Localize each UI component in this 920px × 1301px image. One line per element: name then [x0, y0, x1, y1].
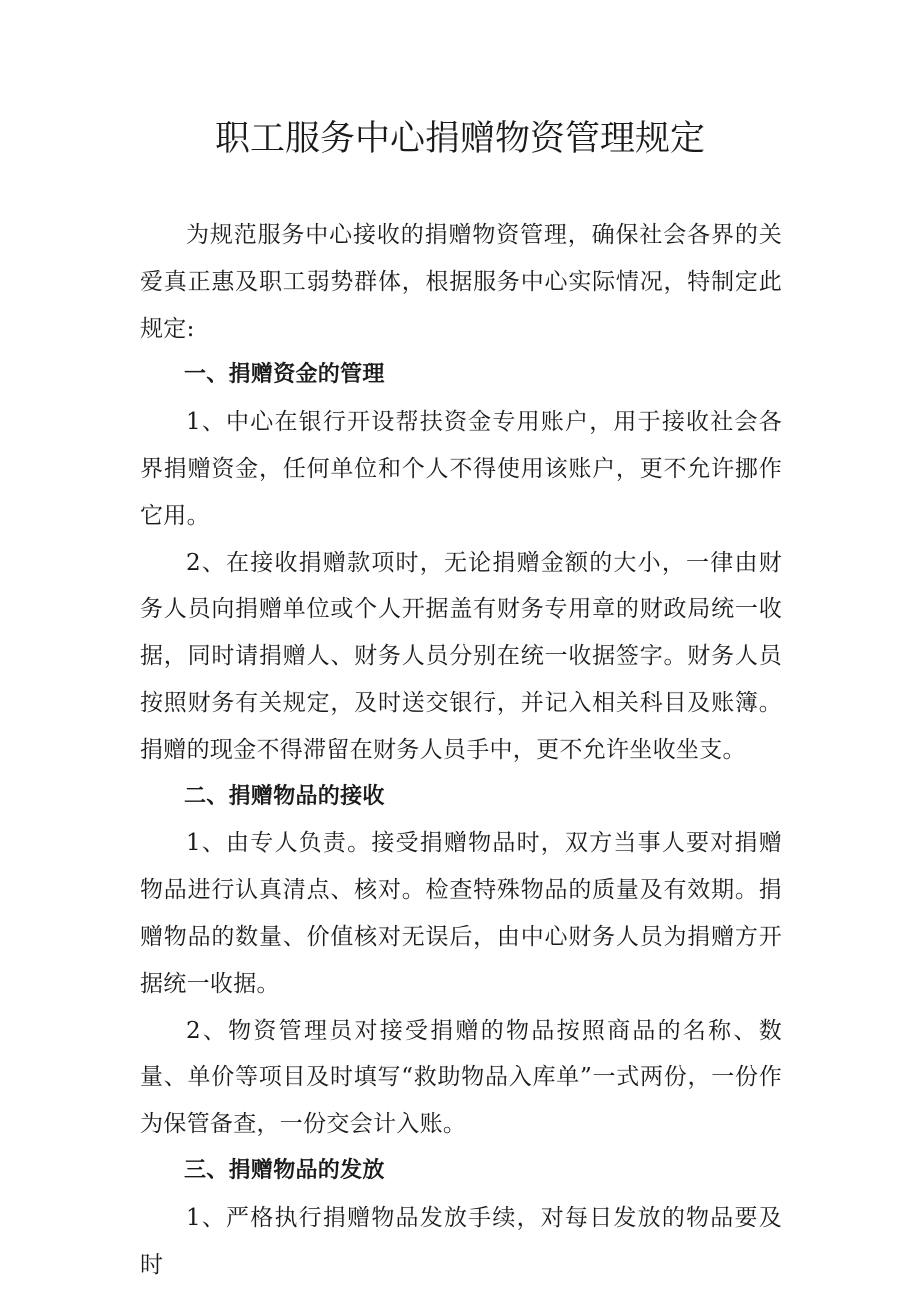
section-2-paragraph-2: 2、物资管理员对接受捐赠的物品按照商品的名称、数量、单价等项目及时填写“救助物品入库单”一式两份，一份作为保管备查，一份交会计入账。 [140, 1017, 782, 1138]
section-2-paragraph-1: 1、由专人负责。接受捐赠物品时，双方当事人要对捐赠物品进行认真清点、核对。检查特殊物品的质量及有效期。捐赠物品的数量、价值核对无误后，由中心财务人员为捐赠方开据统一收据。 [140, 830, 782, 997]
section-3-paragraph-1: 1、严格执行捐赠物品发放手续，对每日发放的物品要及时 [140, 1204, 782, 1278]
section-1-paragraph-1: 1、中心在银行开设帮扶资金专用账户，用于接收社会各界捐赠资金，任何单位和个人不得使用该账户，更不允许挪作它用。 [140, 409, 782, 529]
document-body [140, 212, 782, 1288]
section-1-paragraph-2: 2、在接收捐赠款项时，无论捐赠金额的大小，一律由财务人员向捐赠单位或个人开据盖有财务专用章的财政局统一收据，同时请捐赠人、财务人员分别在统一收据签字。财务人员按照财务有关规定，及时送交银行，并记入相关科目及账簿。捐赠的现金不得滞留在财务人员手中，更不允许坐收坐支。 [140, 549, 782, 763]
section-3-heading: 三、捐赠物品的发放 [184, 1157, 385, 1183]
document-title: 职工服务中心捐赠物资管理规定 [214, 119, 705, 159]
section-1-heading: 一、捐赠资金的管理 [184, 362, 385, 388]
intro-paragraph: 为规范服务中心接收的捐赠物资管理，确保社会各界的关爱真正惠及职工弱势群体，根据服务中心实际情况，特制定此规定: [140, 222, 782, 342]
section-2-heading: 二、捐赠物品的接收 [184, 783, 385, 809]
